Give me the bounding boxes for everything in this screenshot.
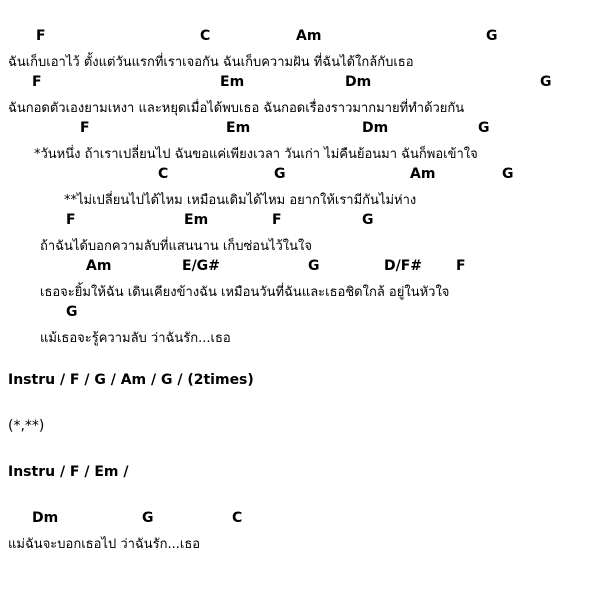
- lyric-line: **ไม่เปลี่ยนไปได้ไหม เหมือนเดิมได้ไหม อยากให้เรามีกันไม่ห่าง: [64, 193, 417, 208]
- chord: Em: [184, 212, 209, 228]
- chord: F: [32, 74, 42, 90]
- chord: G: [540, 74, 552, 90]
- lyric-line: แม้เธอจะรู้ความลับ ว่าฉันรัก...เธอ: [40, 331, 231, 346]
- lyric-line: *วันหนึ่ง ถ้าเราเปลี่ยนไป ฉันขอแค่เพียงเวลา วันเก่า ไม่คืนย้อนมา ฉันก็พอเข้าใจ: [34, 147, 478, 162]
- chord: F: [80, 120, 90, 136]
- lyric-line: เธอจะยิ้มให้ฉัน เดินเคียงข้างฉัน เหมือนวันที่ฉันและเธอชิดใกล้ อยู่ในหัวใจ: [40, 285, 450, 300]
- chord: G: [142, 510, 154, 526]
- instru-line: Instru / F / G / Am / G / (2times): [8, 372, 254, 388]
- instru-line: Instru / F / Em /: [8, 464, 129, 480]
- chord: F: [272, 212, 282, 228]
- lyric-line: ฉันกอดตัวเองยามเหงา และหยุดเมื่อได้พบเธอ ฉันกอดเรื่องราวมากมายที่ทำด้วยกัน: [8, 101, 465, 116]
- chord: G: [308, 258, 320, 274]
- chord: F: [36, 28, 46, 44]
- chord: G: [486, 28, 498, 44]
- chord: G: [274, 166, 286, 182]
- chord: Dm: [345, 74, 372, 90]
- chord: G: [66, 304, 78, 320]
- chord: Dm: [32, 510, 59, 526]
- lyric-line: ถ้าฉันได้บอกความลับที่แสนนาน เก็บซ่อนไว้ในใจ: [40, 239, 313, 254]
- chord: Dm: [362, 120, 389, 136]
- chord: G: [478, 120, 490, 136]
- chord: F: [456, 258, 466, 274]
- chord: Am: [410, 166, 436, 182]
- chord: C: [158, 166, 169, 182]
- lyric-line: ฉันเก็บเอาไว้ ตั้งแต่วันแรกที่เราเจอกัน ฉันเก็บความฝัน ที่ฉันได้ใกล้กับเธอ: [8, 55, 414, 70]
- chord: C: [200, 28, 211, 44]
- chord: Am: [296, 28, 322, 44]
- chord: Em: [220, 74, 245, 90]
- chord: Em: [226, 120, 251, 136]
- chord: E/G#: [182, 258, 220, 274]
- repeat-marker: (*,**): [8, 418, 45, 434]
- chord: G: [362, 212, 374, 228]
- chord: G: [502, 166, 514, 182]
- chord: C: [232, 510, 243, 526]
- chord: F: [66, 212, 76, 228]
- lyric-line: แม่ฉันจะบอกเธอไป ว่าฉันรัก...เธอ: [8, 537, 201, 552]
- chord: D/F#: [384, 258, 423, 274]
- chord: Am: [86, 258, 112, 274]
